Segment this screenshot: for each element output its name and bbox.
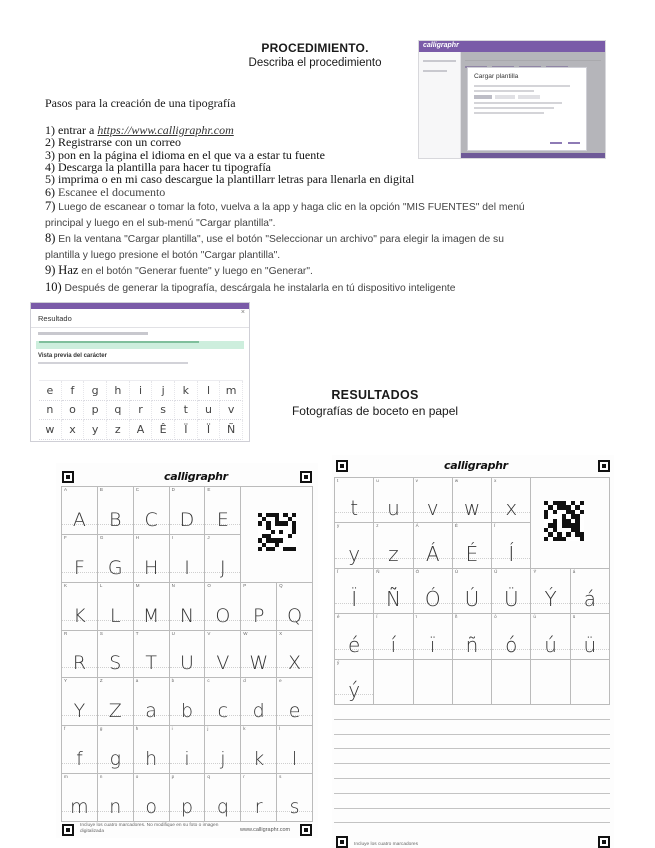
procedure-title: PROCEDIMIENTO.: [261, 41, 369, 55]
results-header: [260, 388, 490, 418]
glyph-cell: [205, 631, 241, 679]
handwritten-glyph: B: [109, 508, 122, 531]
handwritten-glyph: Á: [425, 541, 440, 566]
cell-label: Á: [415, 523, 419, 529]
glyph-cell: [571, 660, 610, 705]
results-subtitle: Fotografías de boceto en papel: [291, 404, 459, 418]
cell-label: G: [99, 534, 104, 540]
handwritten-glyph: Ú: [464, 587, 480, 612]
corner-marker: [300, 824, 312, 836]
handwritten-glyph: ñ: [465, 632, 479, 657]
handwritten-glyph: S: [109, 652, 122, 675]
glyph-cell: [205, 583, 241, 631]
glyph-cell: [453, 614, 492, 659]
empty-guide-rows: [334, 705, 610, 823]
handwritten-glyph: z: [388, 541, 399, 566]
cell-label: á: [572, 568, 576, 574]
glyph-cell: [98, 583, 134, 631]
preview-glyph: i: [130, 381, 153, 401]
footer-note: Incluye los cuatro marcadores: [354, 841, 418, 847]
cell-label: Q: [279, 582, 283, 588]
handwritten-glyph: í: [390, 632, 397, 657]
preview-glyph: h: [107, 381, 130, 401]
step-8: 8) En la ventana "Cargar plantilla", use el botón "Seleccionar un archivo" para elegir la imagen de su: [45, 231, 504, 246]
cell-label: a: [135, 678, 139, 684]
preview-glyph: x: [62, 420, 85, 440]
handwritten-glyph: C: [144, 508, 158, 531]
preview-glyph: f: [62, 381, 85, 401]
cell-label: l: [279, 726, 281, 732]
glyph-cell: [277, 631, 313, 679]
glyph-cell: [98, 487, 134, 535]
handwritten-glyph: p: [180, 796, 194, 818]
glyph-cell: [492, 614, 531, 659]
glyph-cell: [170, 726, 209, 774]
handwritten-glyph: ý: [348, 678, 361, 702]
preview-glyph: Ê: [152, 420, 175, 440]
cell-label: Í: [494, 523, 496, 529]
glyph-cell: [571, 569, 610, 614]
preview-glyph: t: [175, 401, 198, 421]
corner-marker: [336, 836, 348, 848]
cell-label: ü: [572, 614, 576, 620]
result-screenshot: [30, 302, 250, 442]
success-alert: [36, 341, 244, 349]
cell-label: H: [135, 534, 139, 540]
glyph-cell: [241, 631, 277, 679]
step-7-cont: principal y luego en el sub-menú "Cargar plantilla".: [45, 217, 276, 229]
glyph-cell: [134, 631, 170, 679]
glyph-cell: [170, 774, 206, 822]
handwritten-glyph: g: [109, 748, 121, 771]
glyph-cell: [62, 726, 98, 774]
cell-label: Ü: [494, 568, 498, 574]
handwritten-glyph: l: [291, 748, 298, 771]
preview-glyph: r: [130, 401, 153, 421]
handwritten-glyph: o: [145, 796, 157, 818]
preview-glyph: Ñ: [220, 420, 243, 440]
cell-label: É: [454, 523, 458, 529]
handwritten-glyph: t: [350, 496, 359, 521]
corner-marker: [62, 824, 74, 836]
handwritten-glyph: X: [288, 652, 302, 675]
handwritten-glyph: x: [505, 496, 518, 521]
steps-title: Pasos para la creación de una tipografía: [45, 96, 236, 110]
cell-label: v: [415, 478, 418, 483]
handwritten-glyph: f: [76, 748, 83, 771]
handwritten-glyph: y: [348, 541, 361, 566]
character-preview-grid: [39, 380, 243, 440]
handwritten-glyph: Q: [287, 604, 303, 627]
glyph-cell: [492, 569, 531, 614]
corner-marker: [336, 460, 348, 472]
preview-glyph: Ï: [198, 420, 221, 440]
cell-label: i: [171, 726, 173, 732]
glyph-cell: [98, 678, 134, 726]
handwritten-glyph: w: [463, 496, 481, 521]
preview-glyph: s: [152, 401, 175, 421]
handwritten-glyph: s: [289, 796, 300, 818]
cell-label: S: [99, 630, 103, 636]
cell-label: J: [207, 534, 210, 540]
cell-label: B: [99, 487, 103, 492]
cell-label: Ï: [337, 568, 339, 574]
glyph-cell: [170, 487, 206, 535]
step-3: 3) pon en la página el idioma en el que va a estar tu fuente: [45, 147, 325, 162]
glyph-cell: [453, 569, 492, 614]
qr-code: [544, 501, 584, 541]
cell-label: T: [135, 630, 139, 636]
glyph-cell: [62, 487, 98, 535]
cell-label: Ñ: [376, 568, 380, 574]
preview-glyph: e: [39, 381, 62, 401]
preview-glyph: A: [130, 420, 153, 440]
cell-label: í: [376, 614, 378, 620]
handwritten-glyph: j: [220, 748, 226, 771]
cell-label: n: [99, 774, 103, 780]
cell-label: P: [243, 582, 247, 588]
cell-label: F: [64, 534, 67, 540]
cell-label: L: [99, 582, 103, 588]
procedure-subtitle: Describa el procedimiento: [248, 57, 382, 69]
handwritten-glyph: L: [109, 604, 121, 627]
cell-label: ó: [494, 614, 497, 620]
step-10: 10) Después de generar la tipografía, descárgala he instalarla en tú dispositivo inteligente: [45, 279, 456, 294]
cell-label: A: [64, 487, 68, 492]
handwritten-glyph: d: [252, 700, 265, 723]
cell-label: b: [171, 678, 175, 684]
glyph-cell: [98, 726, 134, 774]
glyph-cell: [62, 774, 98, 822]
handwritten-glyph: P: [252, 604, 265, 627]
step-9: 9) Haz en el botón "Generar fuente" y luego en "Generar".: [45, 263, 313, 278]
glyph-cell: [241, 726, 277, 774]
step-4: 4) Descarga la plantilla para hacer tu tipografía: [45, 159, 272, 174]
cell-label: t: [337, 478, 339, 483]
glyph-cell: [492, 660, 531, 705]
preview-glyph: Ï: [175, 420, 198, 440]
handwritten-glyph: G: [107, 556, 123, 579]
cell-label: Ú: [454, 568, 459, 574]
cell-label: Z: [99, 678, 103, 684]
handwritten-glyph: É: [465, 541, 479, 566]
corner-marker: [598, 836, 610, 848]
handwritten-glyph: ü: [583, 632, 597, 657]
cell-label: r: [243, 774, 245, 780]
cell-label: E: [207, 487, 211, 492]
glyph-cell: [170, 631, 206, 679]
handwritten-glyph: Í: [508, 541, 515, 566]
glyph-cell: [134, 678, 170, 726]
cell-label: k: [243, 726, 246, 732]
glyph-cell: [335, 660, 374, 705]
glyph-cell: [205, 774, 241, 822]
corner-marker: [598, 460, 610, 472]
cell-label: j: [207, 726, 209, 732]
handwritten-glyph: K: [73, 604, 86, 627]
footer-url: www.calligraphr.com: [240, 827, 291, 833]
glyph-cell: [414, 660, 453, 705]
handwritten-glyph: A: [72, 508, 86, 531]
handwritten-glyph: é: [347, 632, 361, 657]
cell-label: u: [376, 478, 379, 483]
cell-label: é: [337, 614, 340, 620]
preview-title: Vista previa del carácter: [38, 353, 107, 359]
steps-list: [45, 124, 605, 296]
handwritten-glyph: k: [253, 748, 265, 771]
handwritten-glyph: I: [184, 556, 190, 579]
handwritten-glyph: Y: [73, 700, 86, 723]
handwritten-glyph: T: [145, 652, 157, 675]
preview-glyph: y: [84, 420, 107, 440]
glyph-cell: [531, 614, 570, 659]
cell-label: U: [171, 630, 175, 636]
glyph-cell: [277, 726, 313, 774]
handwritten-glyph: E: [216, 508, 229, 531]
handwritten-glyph: R: [72, 652, 87, 675]
preview-glyph: w: [39, 420, 62, 440]
cell-label: p: [171, 774, 175, 780]
glyph-cell: [335, 569, 374, 614]
glyph-cell: [374, 660, 413, 705]
cell-label: C: [135, 487, 139, 492]
glyph-cell: [531, 660, 570, 705]
step-5: 5) imprima o en mi caso descargue la plantillarr letras para llenarla en digital: [45, 172, 415, 187]
glyph-cell: [205, 535, 241, 583]
glyph-cell: [170, 583, 206, 631]
cell-label: x: [494, 478, 497, 483]
glyph-cell: [205, 678, 241, 726]
glyph-cell: [531, 569, 570, 614]
step-7: 7) Luego de escanear o tomar la foto, vuelva a la app y haga clic en la opción "MIS FUENTES" del menú: [45, 199, 525, 214]
footer-note: Incluye los cuatro marcadores. No modifique en su foto o imagen digitalizada: [80, 823, 219, 834]
handwritten-glyph: N: [179, 604, 195, 627]
glyph-cell: [374, 569, 413, 614]
glyph-cell: [98, 631, 134, 679]
handwritten-glyph: V: [216, 652, 230, 675]
preview-glyph: o: [62, 401, 85, 421]
glyph-cell: [277, 678, 313, 726]
handwritten-glyph: b: [180, 700, 194, 723]
glyph-cell: [414, 569, 453, 614]
handwritten-glyph: Ü: [503, 587, 519, 612]
cell-label: ï: [415, 614, 417, 620]
glyph-cell: [492, 478, 531, 523]
handwritten-glyph: i: [184, 748, 190, 771]
results-title: RESULTADOS: [331, 388, 419, 402]
glyph-cell: [205, 487, 241, 535]
cell-label: R: [64, 630, 68, 636]
calligraphr-link[interactable]: https://www.calligraphr.com: [97, 123, 234, 137]
handwritten-glyph: H: [143, 556, 159, 579]
cell-label: h: [135, 726, 139, 732]
handwritten-glyph: Z: [108, 700, 122, 723]
handwritten-glyph: Ý: [544, 587, 557, 612]
cell-label: o: [135, 774, 139, 780]
glyph-cell: [62, 631, 98, 679]
cell-label: W: [243, 630, 248, 636]
glyph-cell: [277, 583, 313, 631]
app-topbar: [31, 303, 249, 309]
glyph-cell: [335, 478, 374, 523]
preview-glyph: z: [107, 420, 130, 440]
glyph-cell: [414, 614, 453, 659]
preview-glyph: m: [220, 381, 243, 401]
cell-label: e: [279, 678, 282, 684]
cell-label: f: [64, 726, 66, 732]
handwritten-glyph: Ó: [424, 587, 441, 612]
preview-glyph: j: [152, 381, 175, 401]
step-1: 1) entrar a https://www.calligraphr.com: [45, 123, 234, 137]
cell-label: K: [64, 582, 68, 588]
dialog-title: Cargar plantilla: [474, 73, 519, 80]
cell-label: N: [171, 582, 175, 588]
glyph-cell: [453, 478, 492, 523]
handwritten-glyph: e: [288, 700, 301, 723]
preview-glyph: k: [175, 381, 198, 401]
cell-label: M: [135, 582, 140, 588]
glyph-cell: [134, 726, 170, 774]
handwritten-glyph: U: [180, 652, 194, 675]
preview-glyph: n: [39, 401, 62, 421]
handwritten-glyph: q: [216, 796, 229, 818]
glyph-cell: [374, 614, 413, 659]
handwritten-glyph: c: [217, 700, 229, 723]
calligraphr-logo: calligraphr: [423, 42, 459, 49]
cell-label: m: [64, 774, 68, 780]
cell-label: Ó: [415, 568, 420, 574]
glyph-cell: [335, 523, 374, 568]
cell-label: s: [279, 774, 282, 780]
glyph-cell: [374, 523, 413, 568]
glyph-cell: [170, 535, 206, 583]
step-6: 6) Escanee el documento: [45, 185, 166, 200]
glyph-cell: [492, 523, 531, 568]
template-sheet-1: [56, 463, 318, 838]
glyph-cell: [241, 583, 277, 631]
glyph-cell: [241, 774, 277, 822]
glyph-cell: [170, 678, 206, 726]
glyph-cell: [453, 523, 492, 568]
handwritten-glyph: M: [142, 604, 160, 627]
glyph-cell: [134, 535, 170, 583]
cell-label: Ý: [533, 568, 537, 574]
handwritten-glyph: J: [220, 556, 226, 579]
cell-label: X: [279, 630, 283, 636]
glyph-cell: [453, 660, 492, 705]
glyph-cell: [277, 774, 313, 822]
handwritten-glyph: r: [254, 796, 263, 818]
cell-label: I: [171, 534, 173, 540]
preview-glyph: u: [198, 401, 221, 421]
glyph-cell: [134, 583, 170, 631]
glyph-cell: [571, 614, 610, 659]
preview-glyph: g: [84, 381, 107, 401]
cell-label: q: [207, 774, 210, 780]
handwritten-glyph: D: [179, 508, 195, 531]
cell-label: g: [99, 726, 103, 732]
handwritten-glyph: u: [387, 496, 400, 521]
handwritten-glyph: O: [215, 604, 231, 627]
glyph-cell: [62, 678, 98, 726]
glyph-cell: [62, 535, 98, 583]
cell-label: ý: [337, 659, 340, 665]
handwritten-glyph: Ñ: [385, 587, 401, 612]
corner-marker: [300, 471, 312, 483]
procedure-header: [215, 41, 415, 69]
glyph-cell: [241, 678, 277, 726]
cell-label: ú: [533, 614, 536, 620]
calligraphr-logo: calligraphr: [444, 459, 508, 472]
cell-label: ñ: [454, 614, 458, 620]
qr-code: [258, 513, 296, 551]
cell-label: c: [207, 678, 210, 684]
glyph-cell: [134, 487, 170, 535]
corner-marker: [62, 471, 74, 483]
preview-glyph: l: [198, 381, 221, 401]
cell-label: y: [337, 523, 340, 529]
cell-label: Y: [64, 678, 68, 684]
cell-label: V: [207, 630, 211, 636]
result-dialog-title: Resultado: [38, 314, 72, 323]
glyph-cell: [374, 478, 413, 523]
handwritten-glyph: a: [145, 700, 157, 723]
handwritten-glyph: W: [249, 652, 269, 675]
glyph-cell: [414, 523, 453, 568]
handwritten-glyph: F: [73, 556, 85, 579]
cell-label: w: [454, 478, 459, 483]
handwritten-glyph: n: [109, 796, 122, 818]
template-sheet-2: [332, 455, 614, 848]
preview-glyph: v: [220, 401, 243, 421]
glyph-cell: [414, 478, 453, 523]
glyph-cell: [335, 614, 374, 659]
glyph-cell: [134, 774, 170, 822]
glyph-cell: [98, 535, 134, 583]
glyph-cell: [62, 583, 98, 631]
cell-label: z: [376, 523, 379, 529]
preview-glyph: p: [84, 401, 107, 421]
handwritten-glyph: ú: [544, 632, 557, 657]
preview-glyph: q: [107, 401, 130, 421]
cell-label: D: [171, 487, 175, 492]
handwritten-glyph: á: [583, 587, 596, 612]
calligraphr-logo: calligraphr: [164, 470, 228, 483]
glyph-cell: [98, 774, 134, 822]
glyph-cell: [205, 726, 241, 774]
cell-label: d: [243, 678, 246, 684]
step-8-cont: plantilla y luego presione el botón "Cargar plantilla".: [45, 249, 281, 261]
handwritten-glyph: m: [70, 796, 89, 818]
close-icon: ×: [240, 309, 245, 316]
handwritten-glyph: h: [145, 748, 158, 771]
app-topbar: [419, 41, 605, 52]
step-2: 2) Registrarse con un correo: [45, 135, 181, 150]
handwritten-glyph: ï: [429, 632, 436, 657]
cell-label: O: [207, 582, 211, 588]
handwritten-glyph: ó: [505, 632, 518, 657]
handwritten-glyph: Ï: [351, 587, 358, 612]
handwritten-glyph: v: [426, 496, 439, 521]
